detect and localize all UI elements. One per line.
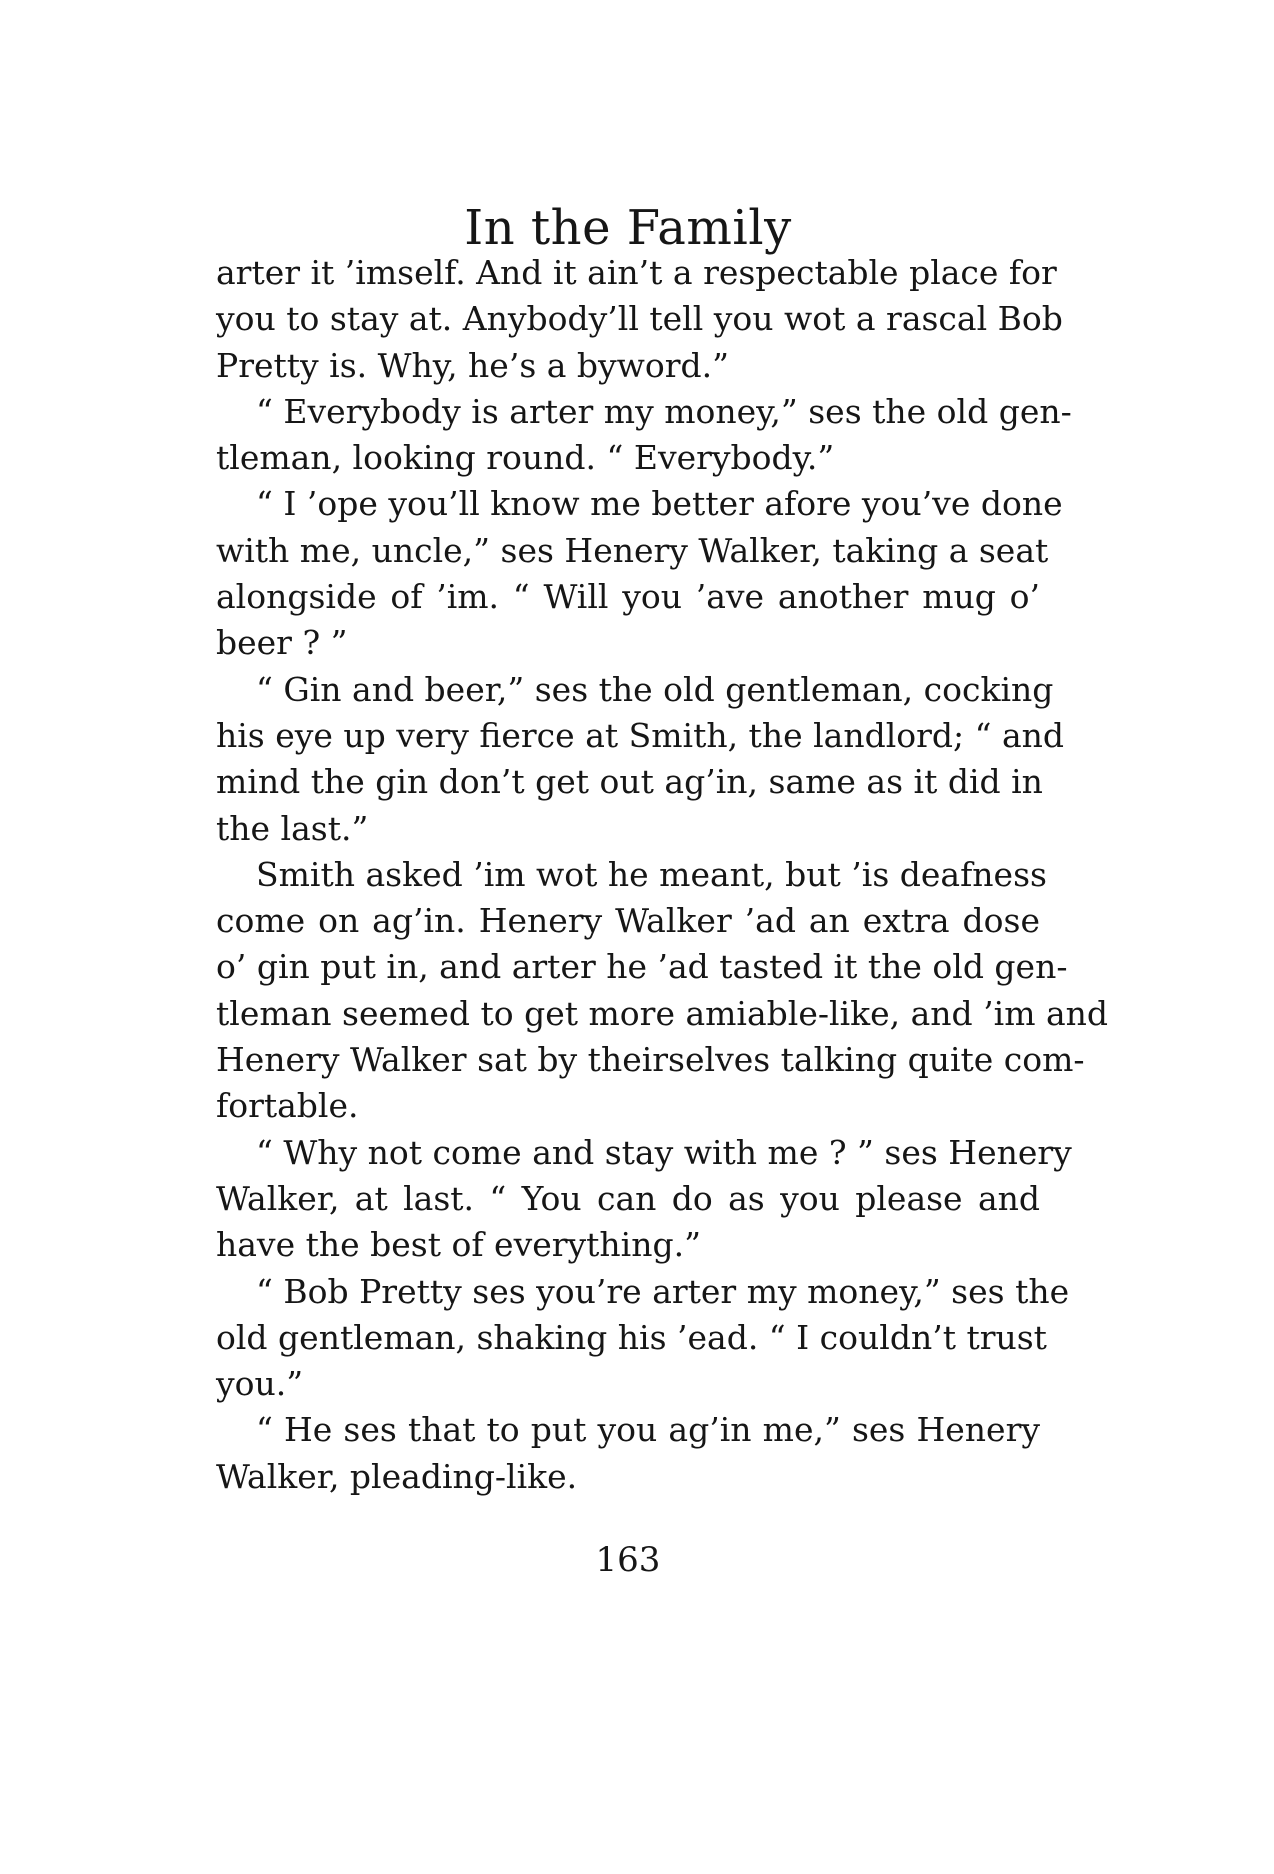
text-line: with me, uncle,” ses Henery Walker, taking a seat bbox=[216, 530, 1049, 570]
text-line: “ Why not come and stay with me ? ” ses Henery bbox=[256, 1132, 1072, 1172]
text-line: Walker, pleading-like. bbox=[216, 1456, 578, 1496]
text-line: “ Gin and beer,” ses the old gentleman, cocking bbox=[256, 669, 1054, 709]
text-line: his eye up very fierce at Smith, the landlord; “ and bbox=[216, 715, 1065, 755]
text-line: arter it ’imself. And it ain’t a respectable place for bbox=[216, 253, 1057, 292]
body-text bbox=[216, 250, 1109, 1500]
text-line: alongside of ’im. “ Will you ’ave another mug o’ bbox=[216, 577, 1040, 617]
text-line: “ Bob Pretty ses you’re arter my money,” ses the bbox=[256, 1271, 1070, 1311]
text-line: you.” bbox=[216, 1364, 304, 1404]
text-line: “ I ’ope you’ll know me better afore you’ve done bbox=[256, 484, 1063, 524]
text-line: have the best of everything.” bbox=[216, 1225, 701, 1265]
text-line: Walker, at last. “ You can do as you please and bbox=[216, 1178, 1040, 1218]
text-line: tleman, looking round. “ Everybody.” bbox=[216, 438, 835, 478]
text-line: “ He ses that to put you ag’in me,” ses Henery bbox=[256, 1410, 1040, 1450]
text-line: old gentleman, shaking his ’ead. “ I couldn’t trust bbox=[216, 1317, 1047, 1357]
text-line: Henery Walker sat by theirselves talking quite com- bbox=[216, 1040, 1085, 1080]
text-line: come on ag’in. Henery Walker ’ad an extra dose bbox=[216, 901, 1040, 941]
text-line: fortable. bbox=[216, 1086, 359, 1126]
text-line: Pretty is. Why, he’s a byword.” bbox=[216, 345, 730, 385]
text-line: tleman seemed to get more amiable-like, and ’im and bbox=[216, 993, 1109, 1033]
text-line: beer ? ” bbox=[216, 623, 348, 663]
page-number: 163 bbox=[595, 1540, 661, 1580]
text-line: “ Everybody is arter my money,” ses the old gen- bbox=[256, 391, 1072, 431]
running-header: In the Family bbox=[464, 200, 792, 256]
text-line: you to stay at. Anybody’ll tell you wot a rascal Bob bbox=[216, 299, 1063, 339]
text-line: the last.” bbox=[216, 808, 369, 848]
text-line: o’ gin put in, and arter he ’ad tasted it the old gen- bbox=[216, 947, 1068, 987]
text-line: Smith asked ’im wot he meant, but ’is deafness bbox=[256, 854, 1047, 894]
text-line: mind the gin don’t get out ag’in, same as it did in bbox=[216, 762, 1043, 802]
